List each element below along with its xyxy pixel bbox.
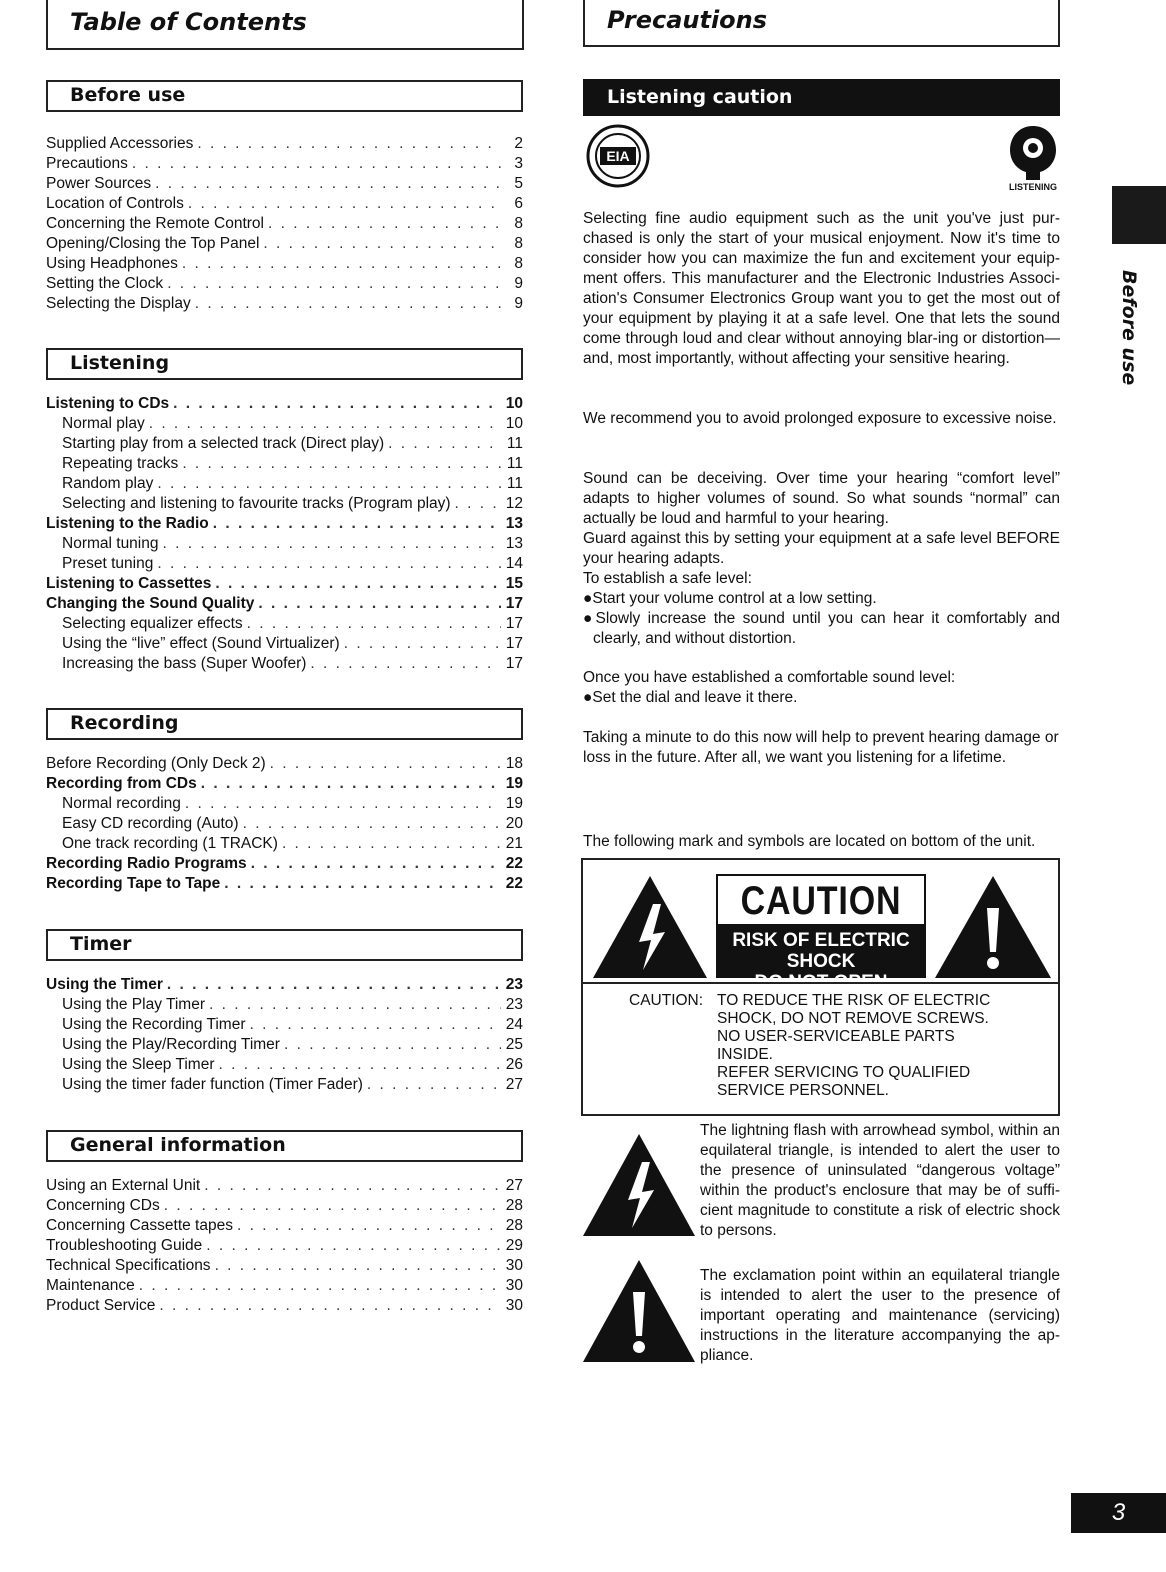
toc-entry-label: Listening to the Radio bbox=[46, 515, 209, 532]
toc-entry-page: 23 bbox=[505, 976, 523, 993]
toc-entry bbox=[46, 494, 523, 514]
section-heading-recording: Recording bbox=[46, 708, 523, 740]
toc-entry-label: Using the Play Timer bbox=[62, 996, 205, 1013]
toc-leader-dots bbox=[132, 154, 501, 174]
toc-entry-label: Selecting equalizer effects bbox=[62, 615, 243, 632]
toc-entry-label: Troubleshooting Guide bbox=[46, 1237, 203, 1254]
toc-entry bbox=[46, 794, 523, 814]
toc-leader-dots bbox=[167, 975, 501, 995]
toc-entry bbox=[46, 1216, 523, 1236]
side-tab-marker bbox=[1112, 186, 1166, 244]
toc-entry-page: 30 bbox=[505, 1257, 523, 1274]
toc-list-timer bbox=[46, 975, 523, 1095]
toc-entry bbox=[46, 594, 523, 614]
toc-entry-label: Power Sources bbox=[46, 175, 152, 192]
toc-entry-label: Before Recording (Only Deck 2) bbox=[46, 755, 266, 772]
toc-entry-page: 30 bbox=[505, 1277, 523, 1294]
mark-intro-text: The following mark and symbols are located on bottom of the unit. bbox=[583, 833, 1036, 850]
toc-leader-dots bbox=[215, 574, 501, 594]
toc-leader-dots bbox=[310, 654, 501, 674]
toc-entry-label: Using the Play/Recording Timer bbox=[62, 1036, 280, 1053]
toc-entry-label: Using the Recording Timer bbox=[62, 1016, 246, 1033]
toc-leader-dots bbox=[195, 294, 501, 314]
toc-entry bbox=[46, 774, 523, 794]
toc-leader-dots bbox=[237, 1216, 501, 1236]
toc-entry-page: 8 bbox=[514, 255, 523, 272]
toc-entry-label: Using the “live” effect (Sound Virtualizer) bbox=[62, 635, 340, 652]
toc-leader-dots bbox=[284, 1035, 501, 1055]
toc-entry-label: One track recording (1 TRACK) bbox=[62, 835, 278, 852]
caution-sign-word: CAUTION bbox=[740, 879, 902, 923]
toc-entry-page: 13 bbox=[505, 535, 523, 552]
toc-entry bbox=[46, 234, 523, 254]
toc-entry bbox=[46, 654, 523, 674]
sound-deceiving-paragraph bbox=[583, 469, 1060, 649]
toc-entry-page: 27 bbox=[505, 1177, 523, 1194]
toc-entry-label: Changing the Sound Quality bbox=[46, 595, 255, 612]
toc-entry bbox=[46, 614, 523, 634]
toc-entry bbox=[46, 1256, 523, 1276]
toc-entry bbox=[46, 214, 523, 234]
lightning-explanation: The lightning flash with arrowhead symbol, within an equilateral triangle, is intended to alert the user to the presence of uninsulated “dangerous voltage” within the product's enclosure that may be of suffi-cient magnitude to constitute a risk of electric shock to persons. bbox=[700, 1122, 1060, 1239]
toc-entry-page: 17 bbox=[505, 655, 523, 672]
toc-entry-label: Supplied Accessories bbox=[46, 135, 194, 152]
toc-entry-label: Maintenance bbox=[46, 1277, 135, 1294]
toc-leader-dots bbox=[197, 134, 501, 154]
toc-entry-label: Recording Radio Programs bbox=[46, 855, 247, 872]
toc-entry-page: 9 bbox=[514, 275, 523, 292]
toc-list-before-use bbox=[46, 134, 523, 314]
toc-entry bbox=[46, 294, 523, 314]
toc-entry-label: Recording from CDs bbox=[46, 775, 197, 792]
toc-entry-label: Concerning Cassette tapes bbox=[46, 1217, 233, 1234]
toc-entry-page: 30 bbox=[505, 1297, 523, 1314]
toc-entry bbox=[46, 634, 523, 654]
toc-entry-page: 15 bbox=[505, 575, 523, 592]
caution-body: TO REDUCE THE RISK OF ELECTRIC SHOCK, DO NOT REMOVE SCREWS. NO USER-SERVICEABLE PARTS INSIDE. REFER SERVICING TO QUALIFIED SERVICE PERSONNEL. bbox=[717, 992, 991, 1099]
toc-entry bbox=[46, 554, 523, 574]
toc-entry bbox=[46, 194, 523, 214]
toc-entry-label: Preset tuning bbox=[62, 555, 154, 572]
toc-entry-page: 11 bbox=[506, 435, 523, 452]
toc-entry-page: 23 bbox=[505, 996, 523, 1013]
toc-leader-dots bbox=[224, 874, 501, 894]
toc-entry-label: Using the timer fader function (Timer Fader) bbox=[62, 1076, 363, 1093]
precautions-title: Precautions bbox=[583, 0, 1060, 47]
toc-entry bbox=[46, 134, 523, 154]
toc-leader-dots bbox=[182, 254, 501, 274]
toc-leader-dots bbox=[173, 394, 501, 414]
toc-leader-dots bbox=[157, 554, 501, 574]
toc-entry-label: Opening/Closing the Top Panel bbox=[46, 235, 260, 252]
side-tab-label: Before use bbox=[1118, 270, 1140, 386]
toc-entry bbox=[46, 434, 523, 454]
toc-entry-label: Normal play bbox=[62, 415, 145, 432]
toc-entry bbox=[46, 874, 523, 894]
toc-entry-page: 10 bbox=[505, 395, 523, 412]
toc-entry-page: 19 bbox=[505, 775, 523, 792]
listening-logo bbox=[1004, 122, 1062, 194]
caution-sign-line: RISK OF ELECTRIC SHOCK bbox=[732, 930, 910, 972]
toc-list-recording bbox=[46, 754, 523, 894]
toc-entry-label: Using the Sleep Timer bbox=[62, 1056, 215, 1073]
toc-entry-label: Starting play from a selected track (Direct play) bbox=[62, 435, 385, 452]
toc-entry bbox=[46, 1236, 523, 1256]
toc-entry bbox=[46, 1196, 523, 1216]
caution-sign-subtext bbox=[718, 924, 924, 993]
toc-leader-dots bbox=[268, 214, 501, 234]
toc-entry bbox=[46, 814, 523, 834]
toc-entry bbox=[46, 574, 523, 594]
toc-entry-label: Concerning the Remote Control bbox=[46, 215, 264, 232]
toc-leader-dots bbox=[282, 834, 501, 854]
toc-entry-page: 28 bbox=[505, 1217, 523, 1234]
toc-leader-dots bbox=[344, 634, 501, 654]
eia-logo-text: EIA bbox=[606, 148, 630, 164]
bullet-item: ●Set the dial and leave it there. bbox=[583, 689, 798, 706]
toc-leader-dots bbox=[204, 1176, 501, 1196]
caution-label: CAUTION: bbox=[629, 992, 704, 1009]
toc-entry-label: Listening to CDs bbox=[46, 395, 170, 412]
toc-leader-dots bbox=[167, 274, 501, 294]
toc-entry-label: Normal tuning bbox=[62, 535, 159, 552]
listening-caution-heading: Listening caution bbox=[583, 79, 1060, 116]
toc-entry-label: Normal recording bbox=[62, 795, 181, 812]
toc-entry bbox=[46, 474, 523, 494]
toc-entry bbox=[46, 975, 523, 995]
toc-entry-page: 5 bbox=[514, 175, 523, 192]
caution-sign bbox=[716, 874, 926, 993]
toc-entry bbox=[46, 254, 523, 274]
toc-leader-dots bbox=[149, 414, 501, 434]
toc-entry-page: 2 bbox=[514, 135, 523, 152]
caution-sign-line: DO NOT OPEN bbox=[754, 972, 888, 993]
recommendation-paragraph: We recommend you to avoid prolonged exposure to excessive noise. bbox=[583, 410, 1057, 427]
toc-leader-dots bbox=[155, 174, 501, 194]
toc-leader-dots bbox=[164, 1196, 501, 1216]
toc-entry-page: 22 bbox=[505, 875, 523, 892]
toc-entry-page: 17 bbox=[505, 615, 523, 632]
exclamation-explanation: The exclamation point within an equilateral triangle is intended to alert the user to the presence of important operating and maintenance (servicing) instructions in the literature accompanying the ap-pliance. bbox=[700, 1267, 1060, 1364]
toc-leader-dots bbox=[251, 854, 501, 874]
toc-entry bbox=[46, 1075, 523, 1095]
toc-leader-dots bbox=[219, 1055, 502, 1075]
toc-entry bbox=[46, 1055, 523, 1075]
toc-entry-page: 6 bbox=[514, 195, 523, 212]
toc-entry-page: 18 bbox=[505, 755, 523, 772]
toc-entry-page: 14 bbox=[505, 555, 523, 572]
toc-leader-dots bbox=[367, 1075, 501, 1095]
toc-entry bbox=[46, 1035, 523, 1055]
toc-entry-page: 9 bbox=[514, 295, 523, 312]
toc-leader-dots bbox=[209, 995, 501, 1015]
caution-statement bbox=[629, 992, 1049, 1100]
eia-logo bbox=[586, 124, 650, 188]
toc-entry-label: Precautions bbox=[46, 155, 128, 172]
toc-entry-label: Setting the Clock bbox=[46, 275, 164, 292]
sound-line: Sound can be deceiving. Over time your hearing “comfort level” adapts to higher volumes of sound. So what sounds “normal” can actually be loud and harmful to your hearing. bbox=[583, 470, 1060, 527]
section-heading-general-information: General information bbox=[46, 1130, 523, 1162]
toc-entry-page: 17 bbox=[505, 635, 523, 652]
toc-entry-page: 25 bbox=[505, 1036, 523, 1053]
bullet-item: ●Start your volume control at a low setting. bbox=[583, 590, 877, 607]
toc-entry-label: Easy CD recording (Auto) bbox=[62, 815, 239, 832]
listening-logo-text: LISTENING bbox=[1008, 182, 1058, 192]
toc-entry-page: 13 bbox=[505, 515, 523, 532]
toc-entry-label: Using the Timer bbox=[46, 976, 163, 993]
toc-entry bbox=[46, 754, 523, 774]
toc-entry-page: 10 bbox=[505, 415, 523, 432]
toc-entry-page: 24 bbox=[505, 1016, 523, 1033]
toc-entry-label: Technical Specifications bbox=[46, 1257, 211, 1274]
toc-entry-label: Using an External Unit bbox=[46, 1177, 201, 1194]
toc-leader-dots bbox=[201, 774, 501, 794]
lightning-symbol-icon bbox=[581, 1132, 697, 1238]
toc-title: Table of Contents bbox=[46, 0, 524, 50]
toc-entry-page: 8 bbox=[514, 215, 523, 232]
toc-entry bbox=[46, 1276, 523, 1296]
toc-entry bbox=[46, 854, 523, 874]
toc-leader-dots bbox=[388, 434, 501, 454]
toc-entry-page: 21 bbox=[505, 835, 523, 852]
toc-entry-label: Product Service bbox=[46, 1297, 156, 1314]
toc-leader-dots bbox=[163, 534, 502, 554]
sound-line: Guard against this by setting your equipment at a safe level BEFORE your hearing adapts. bbox=[583, 530, 1060, 567]
toc-leader-dots bbox=[215, 1256, 501, 1276]
lightning-warning-icon bbox=[591, 874, 709, 980]
toc-entry bbox=[46, 174, 523, 194]
toc-entry bbox=[46, 454, 523, 474]
toc-entry-page: 8 bbox=[514, 235, 523, 252]
toc-entry-page: 26 bbox=[505, 1056, 523, 1073]
toc-entry bbox=[46, 274, 523, 294]
section-heading-listening: Listening bbox=[46, 348, 523, 380]
toc-leader-dots bbox=[455, 494, 501, 514]
toc-leader-dots bbox=[157, 474, 501, 494]
toc-entry-label: Random play bbox=[62, 475, 154, 492]
bullet-item: ●Slowly increase the sound until you can hear it comfortably and clearly, and without distortion. bbox=[583, 610, 1060, 647]
toc-entry-page: 12 bbox=[505, 495, 523, 512]
toc-entry bbox=[46, 1296, 523, 1316]
toc-entry-page: 27 bbox=[505, 1076, 523, 1093]
toc-entry bbox=[46, 1015, 523, 1035]
toc-entry-page: 29 bbox=[505, 1237, 523, 1254]
toc-leader-dots bbox=[206, 1236, 501, 1256]
exclamation-warning-icon bbox=[933, 874, 1053, 980]
toc-entry-label: Recording Tape to Tape bbox=[46, 875, 221, 892]
toc-entry-label: Increasing the bass (Super Woofer) bbox=[62, 655, 307, 672]
toc-entry bbox=[46, 414, 523, 434]
toc-entry-page: 11 bbox=[506, 475, 523, 492]
toc-entry bbox=[46, 1176, 523, 1196]
toc-leader-dots bbox=[250, 1015, 502, 1035]
section-heading-before-use: Before use bbox=[46, 80, 523, 112]
toc-entry-page: 22 bbox=[505, 855, 523, 872]
sound-line: To establish a safe level: bbox=[583, 570, 752, 587]
toc-entry-page: 3 bbox=[514, 155, 523, 172]
toc-entry-label: Repeating tracks bbox=[62, 455, 179, 472]
toc-entry bbox=[46, 834, 523, 854]
toc-entry bbox=[46, 995, 523, 1015]
page-number: 3 bbox=[1071, 1493, 1166, 1533]
toc-entry-page: 28 bbox=[505, 1197, 523, 1214]
intro-paragraph: Selecting fine audio equipment such as the unit you've just pur-chased is only the start of your musical enjoyment. Now it's time to consider how you can maximize the fun and excitement your equip-ment offers. This manufacturer and the Electronic Industries Associ-ation's Consumer Electronics Group want you to get the most out of your equipment by playing it at a safe level. One that lets the sound come through loud and clear without annoying blar-ing or distortion—and, most importantly, without affecting your sensitive hearing. bbox=[583, 210, 1060, 367]
toc-leader-dots bbox=[247, 614, 501, 634]
toc-entry-label: Using Headphones bbox=[46, 255, 178, 272]
toc-entry bbox=[46, 534, 523, 554]
toc-list-general-information bbox=[46, 1176, 523, 1316]
toc-entry-page: 19 bbox=[505, 795, 523, 812]
toc-list-listening bbox=[46, 394, 523, 674]
toc-entry-label: Selecting and listening to favourite tracks (Program play) bbox=[62, 495, 451, 512]
toc-entry-label: Selecting the Display bbox=[46, 295, 191, 312]
lifetime-paragraph: Taking a minute to do this now will help to prevent hearing damage or loss in the future. After all, we want you listening for a lifetime. bbox=[583, 729, 1059, 766]
section-heading-timer: Timer bbox=[46, 929, 523, 961]
toc-entry-page: 11 bbox=[506, 455, 523, 472]
toc-entry bbox=[46, 514, 523, 534]
toc-leader-dots bbox=[182, 454, 501, 474]
toc-entry-page: 20 bbox=[505, 815, 523, 832]
toc-entry-label: Location of Controls bbox=[46, 195, 184, 212]
toc-entry-page: 17 bbox=[505, 595, 523, 612]
toc-entry-label: Listening to Cassettes bbox=[46, 575, 212, 592]
toc-leader-dots bbox=[188, 194, 501, 214]
toc-leader-dots bbox=[243, 814, 501, 834]
toc-entry bbox=[46, 394, 523, 414]
established-paragraph: Once you have established a comfortable sound level: ●Set the dial and leave it there. bbox=[583, 668, 1060, 708]
toc-leader-dots bbox=[139, 1276, 501, 1296]
toc-entry bbox=[46, 154, 523, 174]
toc-leader-dots bbox=[213, 514, 501, 534]
toc-leader-dots bbox=[258, 594, 501, 614]
exclamation-symbol-icon bbox=[581, 1258, 697, 1364]
toc-leader-dots bbox=[185, 794, 501, 814]
caution-label-box bbox=[581, 858, 1060, 1116]
toc-leader-dots bbox=[159, 1296, 501, 1316]
toc-leader-dots bbox=[270, 754, 501, 774]
toc-leader-dots bbox=[263, 234, 501, 254]
toc-entry-label: Concerning CDs bbox=[46, 1197, 160, 1214]
